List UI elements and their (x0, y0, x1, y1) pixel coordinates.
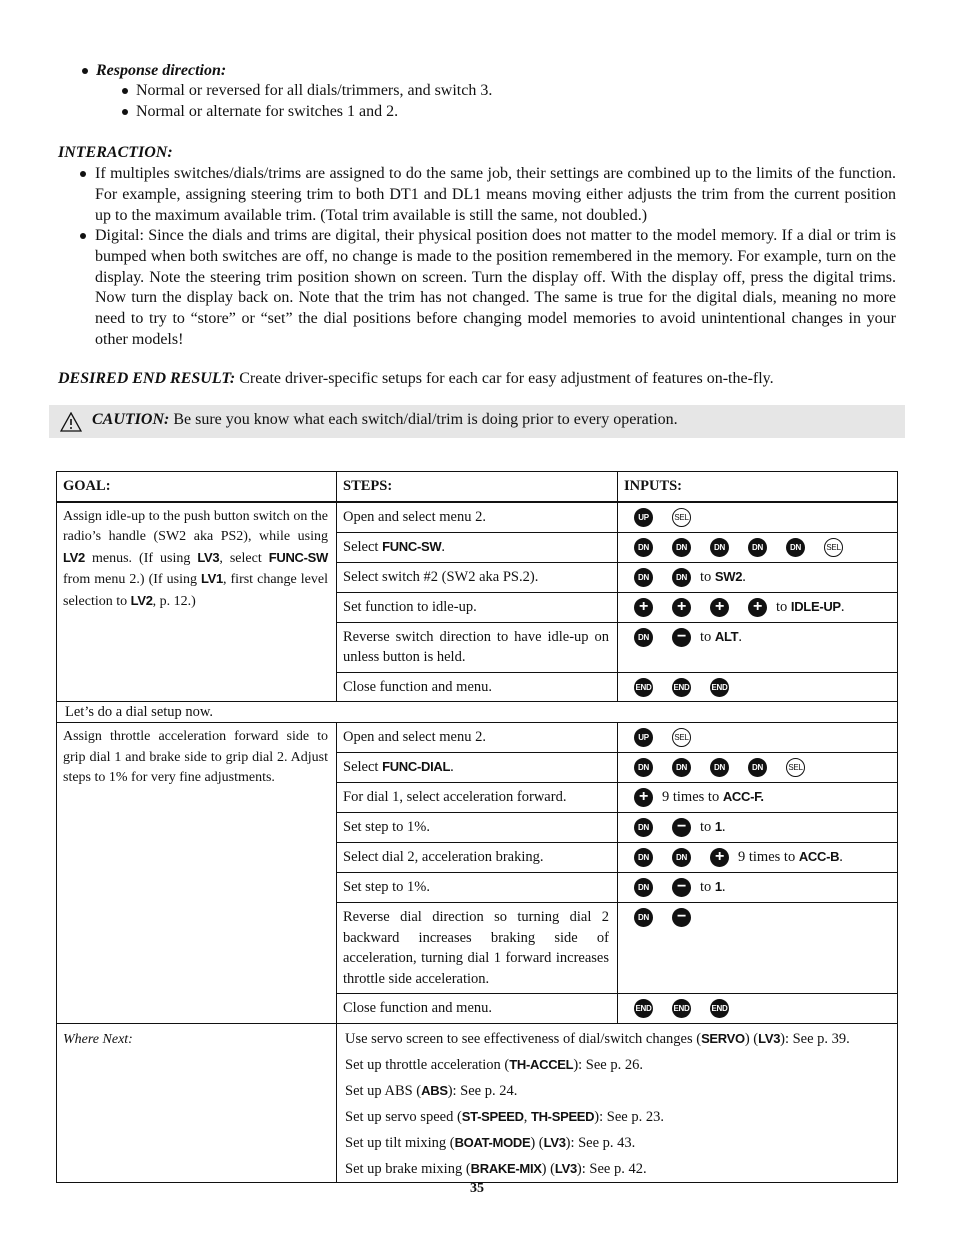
step-cell: Set step to 1%. (337, 873, 618, 903)
step-cell: Set step to 1%. (337, 813, 618, 843)
dn-button-icon: DN (672, 568, 691, 587)
response-item-text: Normal or alternate for switches 1 and 2. (136, 103, 399, 120)
step-cell: Select dial 2, acceleration braking. (337, 843, 618, 873)
dial-setup-note: Let’s do a dial setup now. (57, 702, 898, 723)
dn-button-icon: DN (634, 628, 653, 647)
desired-end-result (58, 370, 774, 388)
step-cell: Select FUNC-SW. (337, 532, 618, 562)
plus-button-icon: + (672, 598, 691, 617)
step-cell: Select FUNC-DIAL. (337, 753, 618, 783)
table-row (57, 702, 898, 723)
response-item (122, 82, 492, 100)
up-button-icon: UP (634, 728, 653, 747)
plus-button-icon: + (710, 848, 729, 867)
table-header-row (57, 472, 898, 502)
step-cell: Open and select menu 2. (337, 723, 618, 753)
caution-box (49, 405, 905, 438)
where-next-item: Set up tilt mixing (BOAT-MODE) (LV3): See p. 43. (345, 1134, 636, 1151)
end-button-icon: END (634, 678, 653, 697)
input-cell: DN − to 1. (618, 873, 898, 903)
step-cell: Select switch #2 (SW2 aka PS.2). (337, 562, 618, 592)
plus-button-icon: + (748, 598, 767, 617)
step-cell: Close function and menu. (337, 672, 618, 702)
caution-label: CAUTION: (92, 411, 170, 428)
step-cell: Open and select menu 2. (337, 502, 618, 533)
dn-button-icon: DN (634, 758, 653, 777)
sel-button-icon: SEL (672, 508, 691, 527)
goal-throttle-dial: Assign throttle acceleration forward side to grip dial 1 and brake side to grip dial 2. Adjust steps to 1% for very fine adjustments. (57, 723, 337, 1024)
input-cell: DN − to 1. (618, 813, 898, 843)
step-cell: Set function to idle-up. (337, 592, 618, 622)
input-cell: + + + + to IDLE-UP. (618, 592, 898, 622)
where-next-label: Where Next: (57, 1023, 337, 1182)
dn-button-icon: DN (672, 758, 691, 777)
page-number: 35 (470, 1181, 484, 1196)
minus-button-icon: − (672, 878, 691, 897)
input-cell (618, 994, 898, 1024)
dn-button-icon: DN (672, 848, 691, 867)
dn-button-icon: DN (748, 758, 767, 777)
goal-header: GOAL: (57, 472, 337, 502)
where-next-item: Use servo screen to see effectiveness of dial/switch changes (SERVO) (LV3): See p. 39. (345, 1030, 850, 1047)
bullet-dot (80, 171, 86, 177)
input-cell: DN DN + 9 times to ACC-B. (618, 843, 898, 873)
desired-label: DESIRED END RESULT: (58, 370, 236, 387)
interaction-paragraph-1: If multiples switches/dials/trims are assigned to do the same job, their settings are combined up to the limits of the function. For example, assigning steering trim to both DT1 and DL1 means moving either adjusts the trim from the current position up to the maximum available trim. (Total trim available is still the same, not doubled.) (95, 165, 896, 224)
input-cell (618, 672, 898, 702)
dn-button-icon: DN (634, 568, 653, 587)
warning-triangle-icon (60, 412, 82, 432)
dn-button-icon: DN (634, 538, 653, 557)
up-button-icon: UP (634, 508, 653, 527)
inputs-header: INPUTS: (618, 472, 898, 502)
end-button-icon: END (710, 999, 729, 1018)
minus-button-icon: − (672, 818, 691, 837)
where-next-item: Set up brake mixing (BRAKE-MIX) (LV3): See p. 42. (345, 1160, 647, 1177)
input-cell: DN − to ALT. (618, 622, 898, 672)
step-cell: Close function and menu. (337, 994, 618, 1024)
interaction-paragraph-2: Digital: Since the dials and trims are digital, their physical position does not matter to the model memory. If a dial or trim is bumped when both switches are off, no change is made to the position remembered in the memory. For example, turn on the display. Note the steering trim position shown on screen. Turn the display off. With the display off, press the digital trims. Now turn the display back on. Note that the trim has not changed. The same is true for the digital dials, meaning no more need to try to “store” or “set” the dial positions before changing model memories to avoid unintentional changes in your other models! (95, 227, 896, 348)
end-button-icon: END (672, 999, 691, 1018)
desired-text: Create driver-specific setups for each car for easy adjustment of features on-the-fly. (239, 370, 774, 387)
setup-steps-table (56, 471, 898, 1183)
response-title: Response direction: (96, 62, 227, 79)
input-cell (618, 532, 898, 562)
plus-button-icon: + (710, 598, 729, 617)
end-button-icon: END (634, 999, 653, 1018)
caution-text (92, 411, 678, 429)
minus-button-icon: − (672, 908, 691, 927)
input-cell: DN DN to SW2. (618, 562, 898, 592)
sel-button-icon: SEL (786, 758, 805, 777)
step-cell: Reverse switch direction to have idle-up on unless button is held. (337, 622, 618, 672)
bullet-dot (82, 68, 88, 74)
steps-header: STEPS: (337, 472, 618, 502)
input-cell (618, 753, 898, 783)
caution-body: Be sure you know what each switch/dial/trim is doing prior to every operation. (173, 411, 678, 428)
end-button-icon: END (672, 678, 691, 697)
dn-button-icon: DN (634, 878, 653, 897)
interaction-heading: INTERACTION: (58, 144, 173, 161)
minus-button-icon: − (672, 628, 691, 647)
goal-idle-up: Assign idle-up to the push button switch on the radio’s handle (SW2 aka PS2), while using LV2 menus. (If using LV3, select FUNC-SW from menu 2.) (If using LV1, first change level selection to LV2, p. 12.) (57, 502, 337, 702)
dn-button-icon: DN (710, 538, 729, 557)
end-button-icon: END (710, 678, 729, 697)
table-row (57, 502, 898, 533)
bullet-dot (122, 109, 128, 115)
sel-button-icon: SEL (672, 728, 691, 747)
plus-button-icon: + (634, 598, 653, 617)
response-item (122, 103, 398, 121)
step-cell: Reverse dial direction so turning dial 2 backward increases braking side of acceleration, turning dial 1 forward increases throttle side acceleration. (337, 903, 618, 994)
where-next-item: Set up throttle acceleration (TH-ACCEL): See p. 26. (345, 1056, 643, 1073)
dn-button-icon: DN (710, 758, 729, 777)
step-cell: For dial 1, select acceleration forward. (337, 783, 618, 813)
dn-button-icon: DN (634, 818, 653, 837)
dn-button-icon: DN (634, 908, 653, 927)
where-next-item: Set up ABS (ABS): See p. 24. (345, 1082, 518, 1099)
response-item-text: Normal or reversed for all dials/trimmers, and switch 3. (136, 82, 493, 99)
response-bullet (82, 62, 226, 80)
where-next-list (337, 1023, 898, 1182)
dn-button-icon: DN (672, 538, 691, 557)
input-cell (618, 903, 898, 994)
where-next-item: Set up servo speed (ST-SPEED, TH-SPEED): See p. 23. (345, 1108, 664, 1125)
sel-button-icon: SEL (824, 538, 843, 557)
input-cell (618, 723, 898, 753)
bullet-dot (80, 233, 86, 239)
plus-button-icon: + (634, 788, 653, 807)
where-next-row (57, 1023, 898, 1182)
table-row (57, 723, 898, 753)
dn-button-icon: DN (634, 848, 653, 867)
dn-button-icon: DN (786, 538, 805, 557)
input-cell: + 9 times to ACC-F. (618, 783, 898, 813)
input-cell (618, 502, 898, 533)
bullet-dot (122, 88, 128, 94)
dn-button-icon: DN (748, 538, 767, 557)
